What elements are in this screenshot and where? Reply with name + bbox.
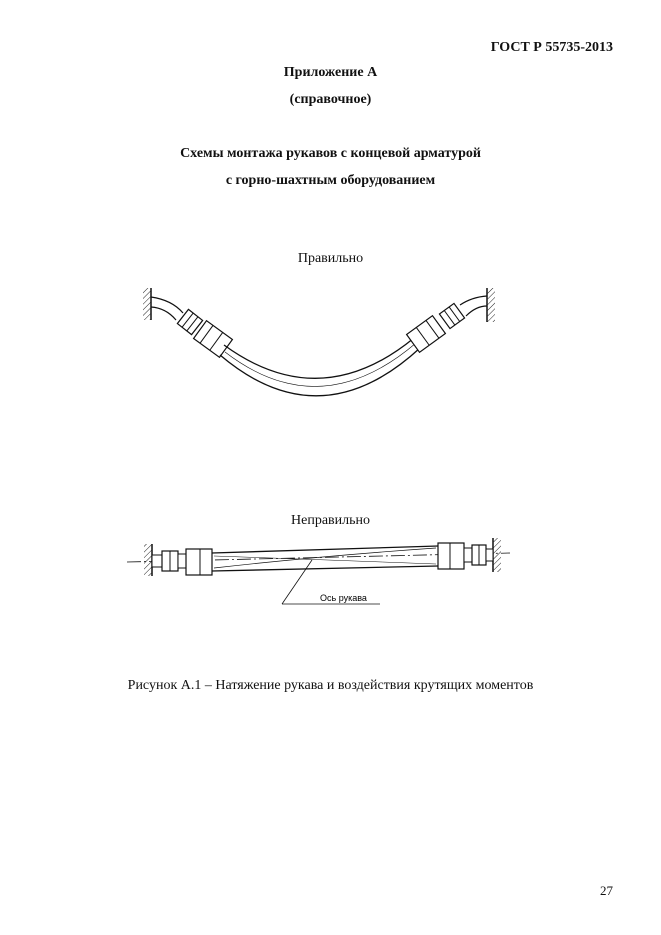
standard-number: ГОСТ Р 55735-2013: [490, 40, 613, 55]
appendix-heading-line1: Схемы монтажа рукавов с концевой арматурой: [180, 146, 481, 161]
right-sleeve: [407, 316, 446, 353]
left-elbow-bottom: [151, 307, 176, 320]
right-elbow-top: [460, 296, 487, 305]
axis-label: Ось рукава: [320, 593, 367, 603]
appendix-subtitle: (справочное): [289, 92, 372, 107]
right-nut: [439, 303, 464, 328]
right-wall-2-hatch: [493, 538, 501, 572]
correct-installation-diagram: [143, 288, 495, 396]
label-incorrect: Неправильно: [291, 513, 370, 528]
left-elbow-top: [151, 297, 183, 313]
right-nipple-2: [486, 549, 493, 561]
left-sleeve: [194, 321, 233, 358]
left-nipple-2: [152, 555, 162, 567]
hose2-twist-line-1: [214, 548, 436, 568]
hose-upper-edge: [224, 338, 414, 378]
appendix-title: Приложение А: [283, 65, 378, 80]
incorrect-installation-diagram: [127, 538, 510, 604]
hose-inner-line: [225, 343, 416, 386]
left-sleeve-2: [186, 549, 212, 575]
hose2-lower-edge: [212, 566, 438, 571]
right-neck-2: [464, 548, 472, 562]
page-number: 27: [600, 883, 613, 898]
left-neck-2: [178, 554, 186, 568]
right-elbow-bottom: [466, 306, 487, 316]
left-wall-hatch: [143, 288, 151, 320]
appendix-heading-line2: с горно-шахтным оборудованием: [225, 173, 436, 188]
label-correct: Правильно: [297, 251, 364, 266]
hose2-upper-edge: [212, 546, 438, 553]
left-wall-2-hatch: [144, 544, 152, 576]
figure-caption: Рисунок А.1 – Натяжение рукава и воздействия крутящих моментов: [127, 678, 534, 693]
right-wall-hatch: [487, 288, 495, 322]
axis-leader-line: [282, 560, 312, 604]
right-sleeve-2: [438, 543, 464, 569]
